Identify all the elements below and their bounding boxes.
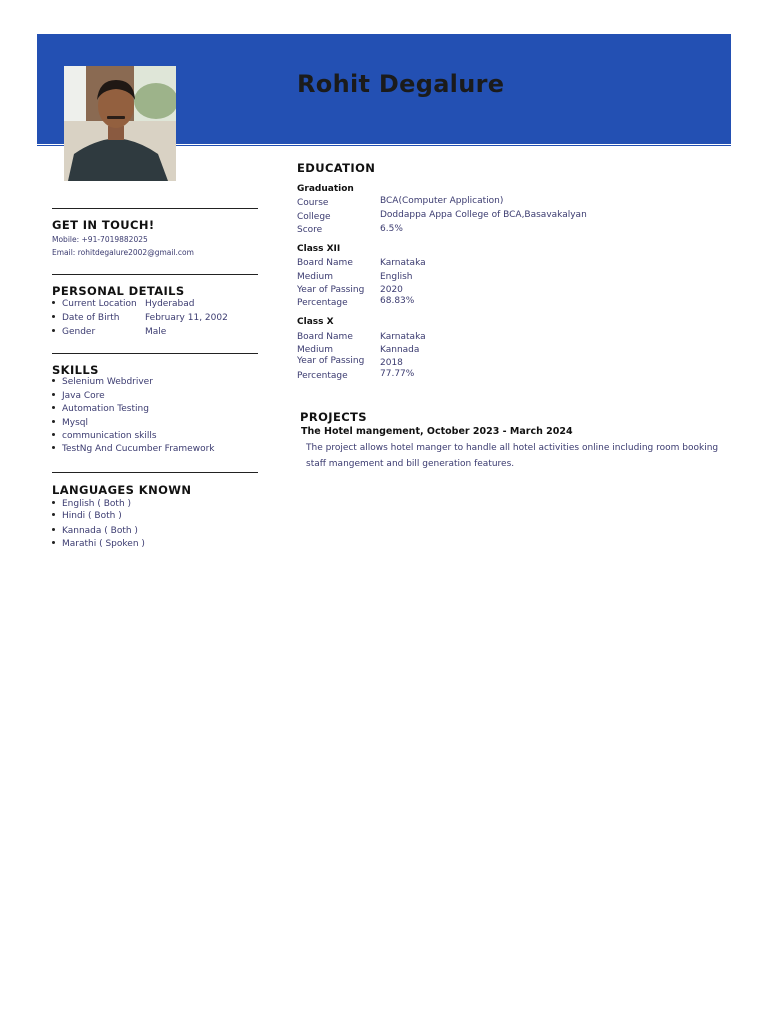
edu-label: Year of Passing bbox=[297, 356, 365, 366]
edu-label: Board Name bbox=[297, 332, 353, 342]
language-label: English ( Both ) bbox=[62, 499, 132, 509]
personal-item bbox=[52, 327, 167, 337]
bullet-icon bbox=[52, 329, 55, 332]
profile-photo bbox=[64, 66, 176, 181]
skill-item bbox=[52, 444, 215, 454]
skill-item bbox=[52, 418, 88, 428]
edu-label: Board Name bbox=[297, 258, 353, 268]
bullet-icon bbox=[52, 541, 55, 544]
bullet-icon bbox=[52, 315, 55, 318]
skill-item bbox=[52, 377, 153, 387]
edu-label: College bbox=[297, 212, 331, 222]
edu-value: 68.83% bbox=[380, 296, 415, 306]
personal-value: February 11, 2002 bbox=[145, 313, 228, 323]
language-label: Marathi ( Spoken ) bbox=[62, 539, 145, 549]
skills-heading: SKILLS bbox=[52, 363, 99, 377]
edu-label: Course bbox=[297, 198, 329, 208]
language-label: Kannada ( Both ) bbox=[62, 526, 138, 536]
profile-photo-image bbox=[64, 66, 176, 181]
edu-value: Karnataka bbox=[380, 258, 426, 268]
bullet-icon bbox=[52, 446, 55, 449]
project-title: The Hotel mangement, October 2023 - March 2024 bbox=[301, 426, 573, 437]
email-text: Email: rohitdegalure2002@gmail.com bbox=[52, 248, 194, 257]
skill-label: Java Core bbox=[62, 391, 105, 401]
personal-item bbox=[52, 313, 228, 323]
language-item bbox=[52, 511, 122, 521]
edu-label: Year of Passing bbox=[297, 285, 365, 295]
bullet-icon bbox=[52, 420, 55, 423]
edu-value: 2018 bbox=[380, 358, 403, 368]
divider bbox=[52, 208, 258, 209]
skill-label: Selenium Webdriver bbox=[62, 377, 153, 387]
bullet-icon bbox=[52, 501, 55, 504]
edu-value: Karnataka bbox=[380, 332, 426, 342]
languages-heading: LANGUAGES KNOWN bbox=[52, 483, 192, 497]
language-item bbox=[52, 539, 145, 549]
project-description: The project allows hotel manger to handle all hotel activities online including room booking staff mangement and bill generation features. bbox=[306, 443, 719, 469]
personal-label: Current Location bbox=[62, 299, 137, 309]
personal-item bbox=[52, 299, 195, 309]
bullet-icon bbox=[52, 513, 55, 516]
edu-label: Percentage bbox=[297, 371, 348, 381]
divider bbox=[52, 274, 258, 275]
edu-value: English bbox=[380, 272, 413, 282]
edu-value: Kannada bbox=[380, 345, 420, 355]
edu-value: 2020 bbox=[380, 285, 403, 295]
edu-value: Doddappa Appa College of BCA,Basavakalyan bbox=[380, 210, 587, 220]
edu-label: Score bbox=[297, 225, 323, 235]
personal-value: Hyderabad bbox=[145, 299, 195, 309]
bullet-icon bbox=[52, 528, 55, 531]
skill-label: Automation Testing bbox=[62, 404, 149, 414]
candidate-name: Rohit Degalure bbox=[297, 70, 505, 98]
skill-label: communication skills bbox=[62, 431, 157, 441]
education-heading: EDUCATION bbox=[297, 161, 376, 175]
language-item bbox=[52, 499, 131, 509]
bullet-icon bbox=[52, 433, 55, 436]
edu-value: BCA(Computer Application) bbox=[380, 196, 504, 206]
language-label: Hindi ( Both ) bbox=[62, 511, 122, 521]
skill-item bbox=[52, 391, 105, 401]
edu-label: Medium bbox=[297, 272, 333, 282]
projects-heading: PROJECTS bbox=[300, 410, 367, 424]
personal-label: Gender bbox=[62, 327, 96, 337]
edu-value: 6.5% bbox=[380, 224, 403, 234]
class-xii-title: Class XII bbox=[297, 244, 341, 254]
personal-heading: PERSONAL DETAILS bbox=[52, 284, 185, 298]
skill-item bbox=[52, 404, 149, 414]
language-item bbox=[52, 526, 138, 536]
bullet-icon bbox=[52, 301, 55, 304]
graduation-title: Graduation bbox=[297, 184, 354, 194]
mobile-text: Mobile: +91-7019882025 bbox=[52, 235, 148, 244]
contact-heading: GET IN TOUCH! bbox=[52, 218, 155, 232]
skill-label: TestNg And Cucumber Framework bbox=[62, 444, 215, 454]
divider bbox=[52, 353, 258, 354]
bullet-icon bbox=[52, 406, 55, 409]
bullet-icon bbox=[52, 393, 55, 396]
divider bbox=[52, 472, 258, 473]
personal-value: Male bbox=[145, 327, 167, 337]
skill-label: Mysql bbox=[62, 418, 88, 428]
edu-value: 77.77% bbox=[380, 369, 415, 379]
bullet-icon bbox=[52, 379, 55, 382]
class-x-title: Class X bbox=[297, 317, 334, 327]
personal-label: Date of Birth bbox=[62, 313, 120, 323]
edu-label: Medium bbox=[297, 345, 333, 355]
skill-item bbox=[52, 431, 157, 441]
edu-label: Percentage bbox=[297, 298, 348, 308]
